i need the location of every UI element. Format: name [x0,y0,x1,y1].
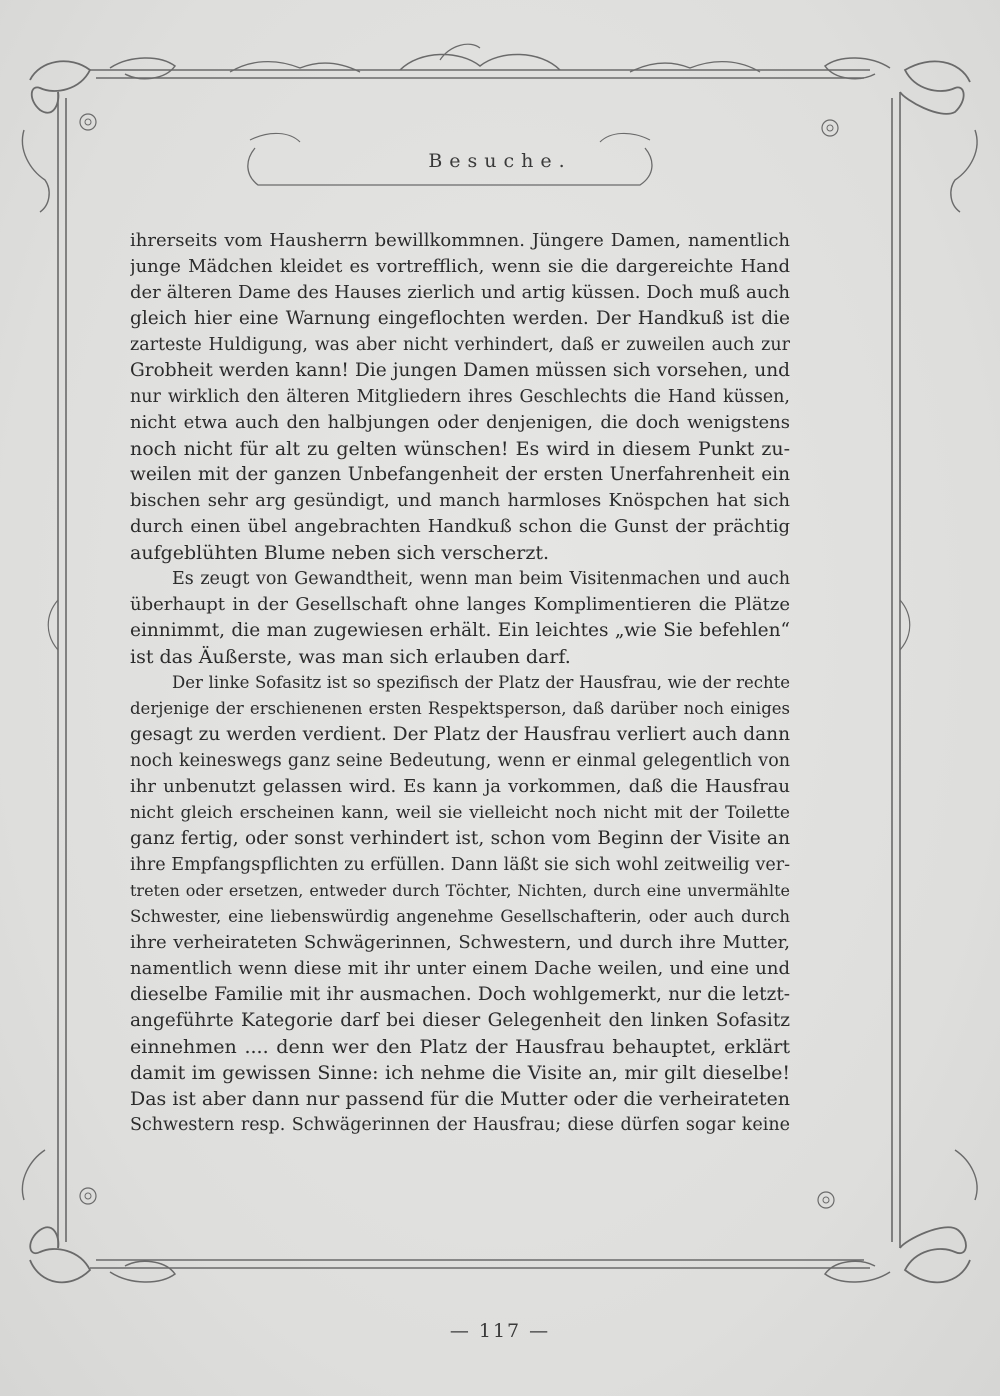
text-line: ihr unbenutzt gelassen wird. Es kann ja vorkommen, daß die Hausfrau [130,776,790,797]
text-line: angeführte Kategorie darf bei dieser Gelegenheit den linken Sofasitz [130,1010,790,1031]
text-line: Das ist aber dann nur passend für die Mutter oder die verheirateten [130,1088,790,1110]
text-line: ist das Äußerste, was man sich erlauben darf. [130,646,571,668]
text-line: junge Mädchen kleidet es vortrefflich, wenn sie die dargereichte Hand [130,256,790,277]
text-line: ihre verheirateten Schwägerinnen, Schwestern, und durch ihre Mutter, [130,932,790,953]
text-line: durch einen übel angebrachten Handkuß schon die Gunst der prächtig [130,516,790,537]
text-line: nicht etwa auch den halbjungen oder denjenigen, die doch wenigstens [130,412,790,433]
text-line: einnimmt, die man zugewiesen erhält. Ein leichtes „wie Sie befehlen“ [130,620,790,641]
text-line: Schwestern resp. Schwägerinnen der Hausfrau; diese dürfen sogar keine [130,1115,790,1135]
text-line: ihre Empfangspflichten zu erfüllen. Dann läßt sie sich wohl zeitweilig ver- [130,855,790,875]
text-line: nur wirklich den älteren Mitgliedern ihres Geschlechts die Hand küssen, [130,387,790,407]
text-line: gesagt zu werden verdient. Der Platz der Hausfrau verliert auch dann [130,724,790,745]
page-number: — 117 — [449,1320,551,1342]
text-line: gleich hier eine Warnung eingeflochten werden. Der Handkuß ist die [130,308,790,329]
text-line: Der linke Sofasitz ist so spezifisch der Platz der Hausfrau, wie der rechte [172,673,790,692]
text-line: namentlich wenn diese mit ihr unter einem Dache weilen, und eine und [130,958,790,979]
text-line: Schwester, eine liebenswürdig angenehme Gesellschafterin, oder auch durch [130,907,790,926]
text-line: ganz fertig, oder sonst verhindert ist, schon vom Beginn der Visite an [130,828,790,849]
text-line: ihrerseits vom Hausherrn bewillkommnen. Jüngere Damen, namentlich [130,230,790,251]
text-line: Es zeugt von Gewandtheit, wenn man beim Visitenmachen und auch [172,569,790,589]
text-line: noch nicht für alt zu gelten wünschen! Es wird in diesem Punkt zu- [130,438,790,460]
text-line: einnehmen .... denn wer den Platz der Hausfrau behauptet, erklärt [130,1036,790,1058]
text-line: treten oder ersetzen, entweder durch Töchter, Nichten, durch eine unvermählte [130,881,790,900]
text-line: der älteren Dame des Hauses zierlich und artig küssen. Doch muß auch [130,282,790,303]
text-line: derjenige der erschienenen ersten Respektsperson, daß darüber noch einiges [130,699,790,718]
text-line: aufgeblühten Blume neben sich verscherzt. [130,542,550,564]
text-line: damit im gewissen Sinne: ich nehme die Visite an, mir gilt dieselbe! [130,1062,790,1084]
text-line: nicht gleich erscheinen kann, weil sie vielleicht noch nicht mit der Toilette [130,803,790,823]
text-line: noch keineswegs ganz seine Bedeutung, wenn er einmal gelegentlich von [130,751,790,771]
text-line: weilen mit der ganzen Unbefangenheit der ersten Unerfahrenheit ein [130,464,790,485]
text-line: Grobheit werden kann! Die jungen Damen müssen sich vorsehen, und [130,360,790,381]
text-line: bischen sehr arg gesündigt, und manch harmloses Knöspchen hat sich [130,490,790,511]
body-text [130,228,790,1138]
text-line: zarteste Huldigung, was aber nicht verhindert, daß er zuweilen auch zur [130,335,790,355]
running-head: Besuche. [428,150,572,172]
text-line: überhaupt in der Gesellschaft ohne langes Komplimentieren die Plätze [130,594,790,615]
text-line: dieselbe Familie mit ihr ausmachen. Doch wohlgemerkt, nur die letzt- [130,984,790,1005]
